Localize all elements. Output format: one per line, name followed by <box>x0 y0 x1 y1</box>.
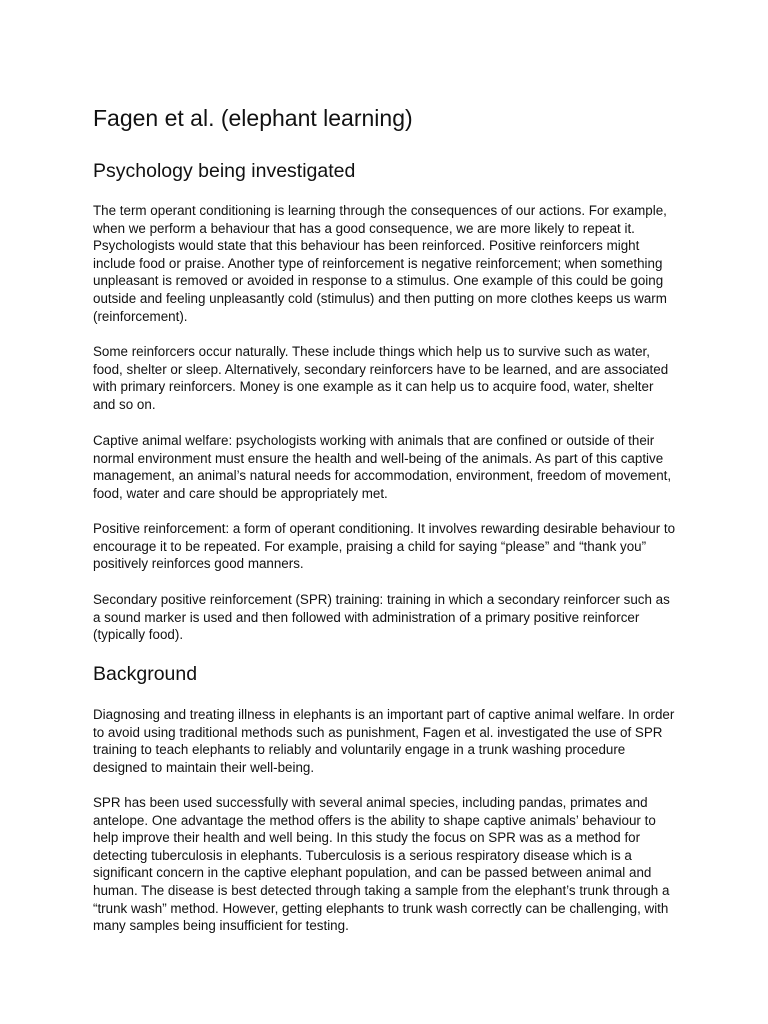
paragraph-diagnosing-illness: Diagnosing and treating illness in elephants is an important part of captive animal welfare. In order to avoid using traditional methods such as punishment, Fagen et al. investigated the use of SPR training to teach elephants to reliably and voluntarily engage in a trunk washing procedure designed to maintain their well-being. <box>93 707 675 775</box>
paragraph-reinforcers: Some reinforcers occur naturally. These include things which help us to survive such as water, food, shelter or sleep. Alternatively, secondary reinforcers have to be learned, and are associated with primary reinforcers. Money is one example as it can help us to acquire food, water, shelter and so on. <box>93 344 669 412</box>
paragraph-spr-usage: SPR has been used successfully with several animal species, including pandas, primates and antelope. One advantage the method offers is the ability to shape captive animals’ behaviour to help improve their health and well being. In this study the focus on SPR was as a method for detecting tuberculosis in elephants. Tuberculosis is a serious respiratory disease which is a significant concern in the captive elephant population, and can be passed between animal and human. The disease is best detected through taking a sample from the elephant’s trunk through a “trunk wash” method. However, getting elephants to trunk wash correctly can be challenging, with many samples being insufficient for testing. <box>93 795 670 934</box>
section-heading-psychology: Psychology being investigated <box>93 160 356 182</box>
paragraph-operant-conditioning: The term operant conditioning is learning through the consequences of our actions. For example, when we perform a behaviour that has a good consequence, we are more likely to repeat it. Psychologists would state that this behaviour has been reinforced. Positive reinforcers might include food or praise. Another type of reinforcement is negative reinforcement; when something unpleasant is removed or avoided in response to a stimulus. One example of this could be going outside and feeling unpleasantly cold (stimulus) and then putting on more clothes keeps us warm (reinforcement). <box>93 203 667 324</box>
section-heading-background: Background <box>93 663 198 685</box>
paragraph-positive-reinforcement: Positive reinforcement: a form of operant conditioning. It involves rewarding desirable behaviour to encourage it to be repeated. For example, praising a child for saying “please” and “thank you” positively reinforces good manners. <box>93 521 676 572</box>
paragraph-captive-animal-welfare: Captive animal welfare: psychologists working with animals that are confined or outside of their normal environment must ensure the health and well-being of the animals. As part of this captive management, an animal’s natural needs for accommodation, environment, freedom of movement, food, water and care should be appropriately met. <box>93 433 672 501</box>
paragraph-spr-training: Secondary positive reinforcement (SPR) training: training in which a secondary reinforcer such as a sound marker is used and then followed with administration of a primary positive reinforcer (typically food). <box>93 592 670 643</box>
document-title: Fagen et al. (elephant learning) <box>93 105 413 131</box>
